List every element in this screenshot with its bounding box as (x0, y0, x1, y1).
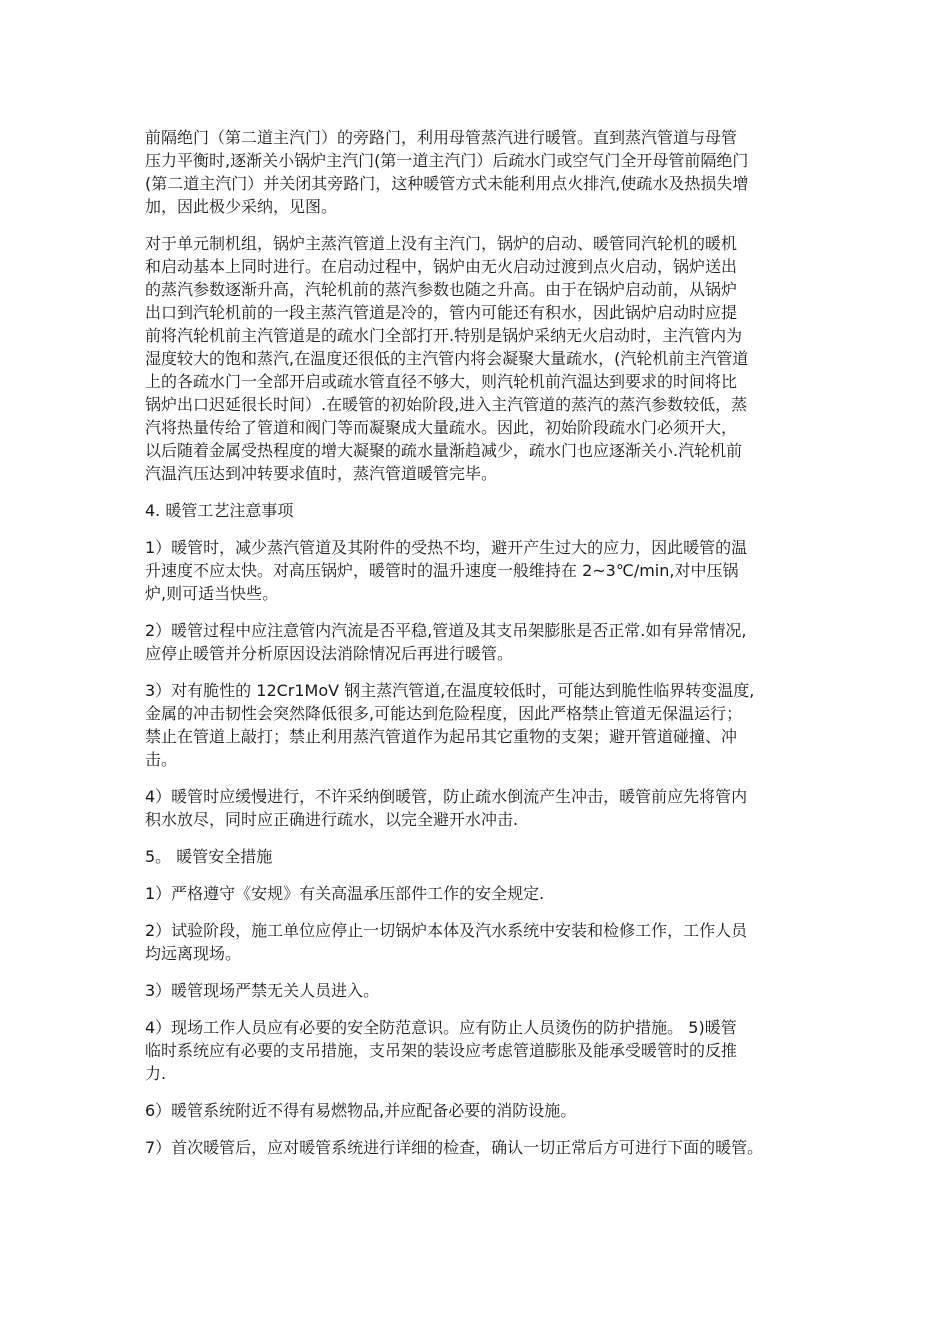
text-line: 以后随着金属受热程度的增大凝聚的疏水量渐趋减少，疏水门也应逐渐关小.汽轮机前 (145, 441, 743, 460)
paragraph (145, 785, 821, 831)
text-line: 和启动基本上同时进行。在启动过程中，锅炉由无火启动过渡到点火启动，锅炉送出 (145, 257, 738, 276)
text-line: 锅炉出口迟延很长时间）.在暖管的初始阶段,进入主汽管道的蒸汽的蒸汽参数较低，蒸 (145, 395, 748, 414)
text-line: (第二道主汽门）并关闭其旁路门，这种暖管方式未能利用点火排汽,使疏水及热损失增 (145, 174, 749, 193)
text-line: 4. 暖管工艺注意事项 (145, 501, 294, 520)
text-line: 力. (145, 1064, 167, 1083)
paragraph (145, 1016, 821, 1085)
text-line: 湿度较大的饱和蒸汽,在温度还很低的主汽管内将会凝聚大量疏水，(汽轮机前主汽管道 (145, 349, 749, 368)
text-line: 1）暖管时，减少蒸汽管道及其附件的受热不均，避开产生过大的应力，因此暖管的温 (145, 538, 748, 557)
text-line: 1）严格遵守《安规》有关高温承压部件工作的安全规定. (145, 884, 545, 903)
paragraph (145, 619, 821, 665)
text-line: 压力平衡时,逐渐关小锅炉主汽门(第一道主汽门）后疏水门或空气门全开母管前隔绝门 (145, 151, 749, 170)
text-line: 上的各疏水门一全部开启或疏水管直径不够大，则汽轮机前汽温达到要求的时间将比 (145, 372, 738, 391)
text-line: 临时系统应有必要的支吊措施，支吊架的装设应考虑管道膨胀及能承受暖管时的反推 (145, 1041, 738, 1060)
section-heading (145, 499, 821, 522)
text-line: 2）试验阶段，施工单位应停止一切锅炉本体及汽水系统中安装和检修工作，工作人员 (145, 921, 748, 940)
paragraph (145, 882, 821, 905)
paragraph (145, 1099, 821, 1122)
paragraph (145, 536, 821, 605)
text-line: 金属的冲击韧性会突然降低很多,可能达到危险程度，因此严格禁止管道无保温运行； (145, 704, 743, 723)
text-line: 加，因此极少采纳，见图。 (145, 197, 338, 216)
text-line: 前隔绝门（第二道主汽门）的旁路门，利用母管蒸汽进行暖管。直到蒸汽管道与母管 (145, 128, 738, 147)
paragraph (145, 232, 821, 485)
text-line: 积水放尽，同时应正确进行疏水，以完全避开水冲击. (145, 810, 519, 829)
paragraph (145, 919, 821, 965)
text-line: 出口到汽轮机前的一段主蒸汽管道是冷的，管内可能还有积水，因此锅炉启动时应提 (145, 303, 738, 322)
text-line: 5。 暖管安全措施 (145, 847, 273, 866)
text-line: 3）暖管现场严禁无关人员进入。 (145, 981, 380, 1000)
text-line: 禁止在管道上敲打；禁止利用蒸汽管道作为起吊其它重物的支架；避开管道碰撞、冲 (145, 727, 738, 746)
text-line: 前将汽轮机前主汽管道是的疏水门全部打开.特别是锅炉采纳无火启动时，主汽管内为 (145, 326, 743, 345)
text-line: 击。 (145, 750, 178, 769)
text-line: 汽温汽压达到冲转要求值时，蒸汽管道暖管完毕。 (145, 464, 498, 483)
text-line: 的蒸汽参数逐渐升高，汽轮机前的蒸汽参数也随之升高。由于在锅炉启动前，从锅炉 (145, 280, 738, 299)
text-line: 汽将热量传给了管道和阀门等而凝聚成大量疏水。因此，初始阶段疏水门必须开大， (145, 418, 738, 437)
text-line: 7）首次暖管后，应对暖管系统进行详细的检查，确认一切正常后方可进行下面的暖管。 (145, 1138, 764, 1157)
paragraph (145, 979, 821, 1002)
section-heading (145, 845, 821, 868)
text-line: 2）暖管过程中应注意管内汽流是否平稳,管道及其支吊架膨胀是否正常.如有异常情况, (145, 621, 747, 640)
text-line: 升速度不应太快。对高压锅炉，暖管时的温升速度一般维持在 2~3℃/min,对中压锅 (145, 561, 739, 580)
text-line: 6）暖管系统附近不得有易燃物品,并应配备必要的消防设施。 (145, 1101, 577, 1120)
paragraph (145, 679, 821, 771)
paragraph (145, 1136, 821, 1159)
text-line: 炉,则可适当快些。 (145, 584, 279, 603)
text-line: 4）暖管时应缓慢进行，不许采纳倒暖管，防止疏水倒流产生冲击，暖管前应先将管内 (145, 787, 748, 806)
text-line: 均远离现场。 (145, 944, 242, 963)
text-line: 4）现场工作人员应有必要的安全防范意识。应有防止人员烫伤的防护措施。 5)暖管 (145, 1018, 737, 1037)
document-page (145, 126, 821, 1173)
text-line: 3）对有脆性的 12Cr1MoV 钢主蒸汽管道,在温度较低时，可能达到脆性临界转变温度, (145, 681, 755, 700)
text-line: 应停止暖管并分析原因设法消除情况后再进行暖管。 (145, 644, 514, 663)
paragraph (145, 126, 821, 218)
text-line: 对于单元制机组，锅炉主蒸汽管道上没有主汽门，锅炉的启动、暖管同汽轮机的暖机 (145, 234, 738, 253)
